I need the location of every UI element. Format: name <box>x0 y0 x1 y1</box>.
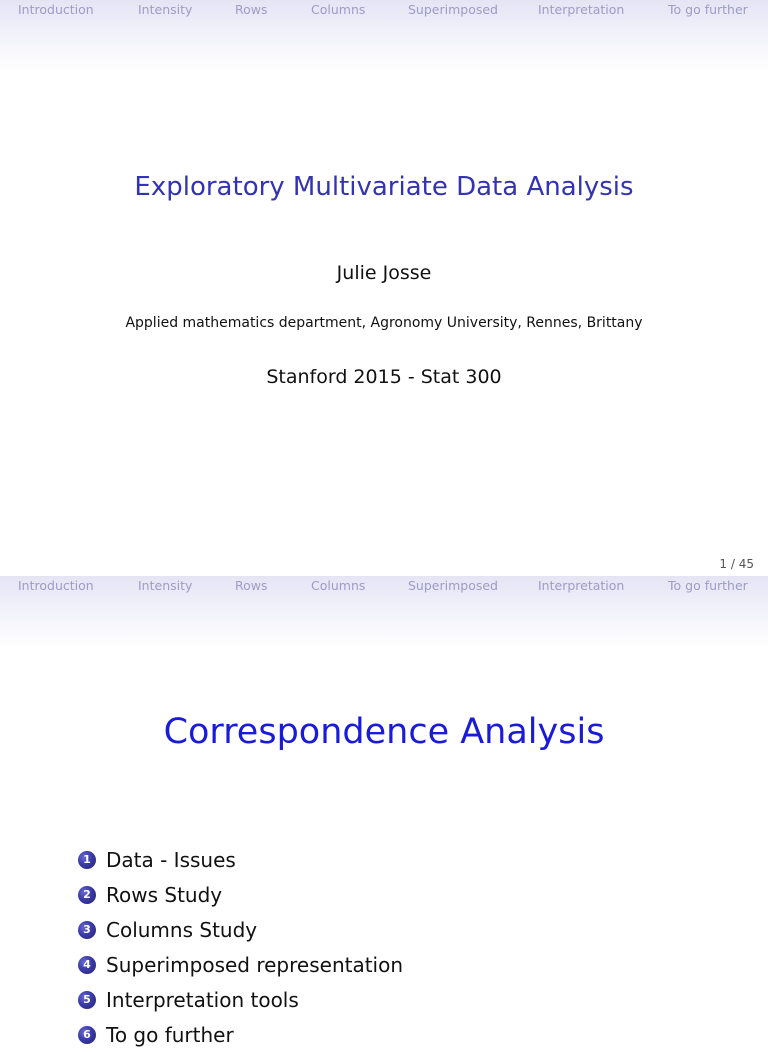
number-badge-icon: 6 <box>78 1026 96 1044</box>
nav-to-go-further[interactable]: To go further <box>668 578 748 593</box>
number-badge-icon: 4 <box>78 956 96 974</box>
presentation-title: Exploratory Multivariate Data Analysis <box>134 172 634 202</box>
nav-interpretation[interactable]: Interpretation <box>538 578 625 593</box>
number-badge-icon: 1 <box>78 851 96 869</box>
outline-item-label: Rows Study <box>106 882 223 907</box>
nav-rows[interactable]: Rows <box>235 578 268 593</box>
nav-rows[interactable]: Rows <box>235 2 268 17</box>
nav-columns[interactable]: Columns <box>311 2 366 17</box>
page-number: 1 / 45 <box>719 557 754 571</box>
nav-columns[interactable]: Columns <box>311 578 366 593</box>
number-badge-icon: 3 <box>78 921 96 939</box>
outline-item-label: To go further <box>106 1022 234 1047</box>
slide-outline <box>0 576 768 1047</box>
outline-item[interactable] <box>78 982 403 1017</box>
nav-superimposed[interactable]: Superimposed <box>408 2 498 17</box>
navigation-bar <box>0 0 768 72</box>
nav-intensity[interactable]: Intensity <box>138 2 193 17</box>
nav-introduction[interactable]: Introduction <box>18 578 94 593</box>
nav-to-go-further[interactable]: To go further <box>668 2 748 17</box>
number-badge-icon: 5 <box>78 991 96 1009</box>
presentation-date: Stanford 2015 - Stat 300 <box>266 366 502 388</box>
outline-item[interactable] <box>78 912 403 947</box>
outline-item[interactable] <box>78 1017 403 1052</box>
outline-item[interactable] <box>78 842 403 877</box>
outline-item-label: Columns Study <box>106 917 258 942</box>
outline-item-label: Superimposed representation <box>106 952 404 977</box>
outline-item-label: Interpretation tools <box>106 987 299 1012</box>
outline-list <box>78 842 403 1052</box>
navigation-bar <box>0 576 768 648</box>
outline-item[interactable] <box>78 877 403 912</box>
nav-introduction[interactable]: Introduction <box>18 2 94 17</box>
nav-interpretation[interactable]: Interpretation <box>538 2 625 17</box>
author-name: Julie Josse <box>336 262 432 284</box>
frame-title: Correspondence Analysis <box>163 712 605 752</box>
nav-intensity[interactable]: Intensity <box>138 578 193 593</box>
outline-item-label: Data - Issues <box>106 847 236 872</box>
nav-superimposed[interactable]: Superimposed <box>408 578 498 593</box>
number-badge-icon: 2 <box>78 886 96 904</box>
institute: Applied mathematics department, Agronomy University, Rennes, Brittany <box>125 315 643 331</box>
outline-item[interactable] <box>78 947 403 982</box>
